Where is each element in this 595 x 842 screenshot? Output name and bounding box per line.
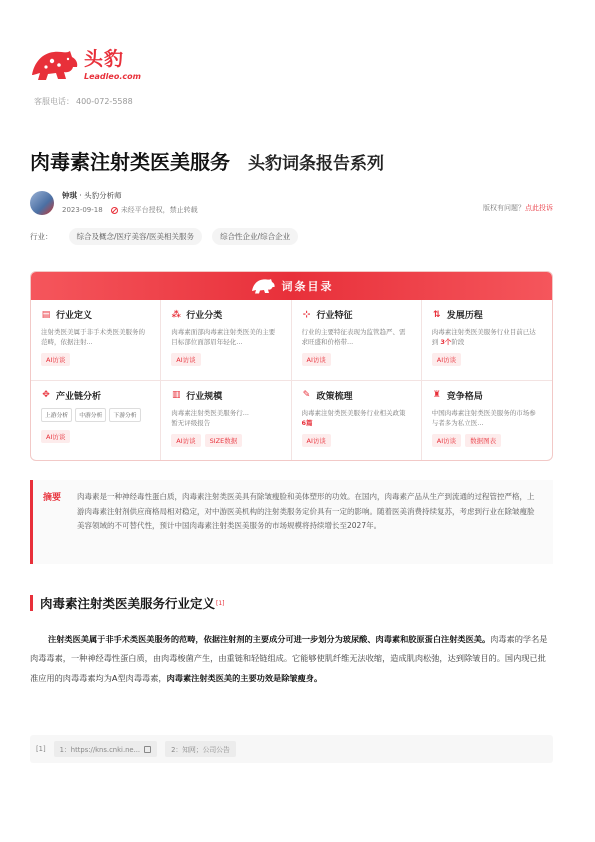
copyright-question: 版权有问题？ [483,204,525,212]
paragraph-bold-lead: 注射类医美属于非手术类医美服务的范畴，依据注射剂的主要成分可进一步划分为玻尿酸、肉毒素和胶原蛋白注射类医美。 [48,634,491,644]
author-role: · 头豹分析师 [79,191,122,200]
abstract-text: 肉毒素是一种神经毒性蛋白质，肉毒素注射类医美具有除皱瘦脸和美体塑形的功效。在国内，肉毒素产品从生产到流通的过程管控严格，上游肉毒素注射剂供应商格局相对稳定，对中游医美机构的注射类服务定价具有一定的影响。随着医美消费持续复苏，考虑到行业在除皱瘦脸美容领域的不可替代性，预计中国肉毒素注射类医美服务的市场规模将持续增长至2027年。 [77,492,535,531]
ai-interview-chip[interactable]: AI访谈 [302,353,331,366]
toc-item-title: 竞争格局 [446,391,483,402]
leopard-logo-icon [28,45,80,85]
toc-item-desc: 注射类医美属于非手术类医美服务的范畴，依据注射... [41,328,145,347]
section-ref[interactable]: [1] [216,599,225,607]
author-row [30,190,553,215]
industry-tag[interactable]: 综合及概念/医疗美容/医美相关服务 [69,228,203,245]
toc-item-definition[interactable] [31,300,161,381]
page-title [30,146,384,175]
industry-tags [30,228,298,245]
publish-date: 2023-09-18 [62,206,103,214]
brand-name-en: Leadleo.com [84,71,141,81]
leopard-logo-icon [250,276,276,296]
title-main: 肉毒素注射类医美服务 [30,150,230,174]
hotline [32,96,133,107]
section-heading [30,594,225,612]
policy-icon: ✎ [302,390,311,400]
toc-title: 词条目录 [281,280,334,293]
toc-item-title: 产业链分析 [56,391,102,402]
toc-item-competition[interactable] [422,381,552,462]
industry-label: 行业： [30,232,53,241]
toc-item-desc: 肉毒素注射类医美服务行业相关政策 6篇 [301,408,406,427]
ai-interview-chip[interactable]: AI访谈 [171,353,200,366]
paragraph-bold-tail: 肉毒素注射类医美的主要功效是除皱瘦身。 [166,672,323,683]
ai-interview-chip[interactable]: AI访谈 [41,353,70,366]
toc-item-desc: 肉毒素面部肉毒素注射类医美的主要目标部位面部眉年轻化... [171,328,276,347]
size-data-chip[interactable]: SIZE数据 [205,434,243,447]
reference-item[interactable]: 2：知网；公司公告 [165,741,236,757]
abstract-label: 摘要 [43,493,62,503]
toc-item-desc: 中国肉毒素注射类医美服务的市场参与者多为私立医... [431,408,536,427]
copyright-complaint [483,203,553,213]
toc-item-desc: 肉毒素注射类医美服务行业目前已达到 3个阶段 [431,328,536,347]
toc-item-title: 行业规模 [186,391,223,402]
toc-item-chain[interactable] [31,381,161,462]
ai-interview-chip[interactable]: AI访谈 [432,434,461,447]
ai-interview-chip[interactable]: AI访谈 [171,434,200,447]
abstract [30,480,553,564]
paragraph-text: 肉毒素的学名是肉毒毒素，一种神经毒性蛋白质，由肉毒梭菌产生，由重链和轻链组成。它能够使肌纤维无法收缩，造成肌肉松弛，达到除皱目的。国内现已批准应用的肉毒毒素均为A型肉毒毒素， [30,634,548,683]
brand-name-cn: 头豹 [84,47,125,70]
no-repost-icon [111,207,118,214]
author-name[interactable]: 钟琪 [62,191,77,200]
title-sub: 头豹词条报告系列 [248,154,384,174]
classification-icon: ⁂ [171,309,181,320]
feature-icon: ⊹ [302,309,311,320]
ref-index: [1] [36,745,46,753]
ai-interview-chip[interactable]: AI访谈 [432,353,461,366]
toc-item-policy[interactable] [292,381,422,462]
toc-item-title: 行业分类 [186,311,223,321]
competition-icon: ♜ [432,390,441,400]
section-accent-bar [30,595,33,611]
complaint-link[interactable]: 点此投诉 [525,204,553,212]
chain-upstream-tag[interactable]: 上游分析 [41,408,72,422]
repost-notice: 未经平台授权，禁止转载 [120,206,198,214]
ai-interview-chip[interactable]: AI访谈 [41,430,70,443]
avatar[interactable] [30,191,54,215]
references-bar [30,735,553,763]
industry-tag[interactable]: 综合性企业/综合企业 [212,228,298,245]
chain-midstream-tag[interactable]: 中游分析 [75,408,106,422]
toc-item-history[interactable] [422,300,552,381]
ai-interview-chip[interactable]: AI访谈 [302,434,331,447]
section-title: 肉毒素注射类医美服务行业定义 [40,596,216,611]
definition-paragraph [30,630,553,688]
chain-icon: ✥ [42,390,50,400]
table-of-contents [30,271,553,461]
scale-icon: ▥ [171,390,181,400]
toc-item-scale[interactable] [161,381,291,462]
toc-item-title: 政策梳理 [316,391,353,402]
chain-downstream-tag[interactable]: 下游分析 [109,408,140,422]
toc-item-feature[interactable] [292,300,422,381]
reference-item[interactable]: 1：https://kns.cnki.ne... [54,741,157,757]
toc-item-title: 行业特征 [316,311,353,321]
toc-item-desc: 肉毒素注射类医美服务行... 暂无评级报告 [171,408,249,427]
history-icon: ⇅ [432,309,441,320]
hotline-label: 客服电话： [34,97,74,106]
toc-item-desc: 行业的主要特征表现为监管趋严、需求旺盛和价格带... [301,328,406,347]
toc-item-title: 发展历程 [446,311,483,321]
hotline-number: 400-072-5588 [76,97,133,106]
open-link-icon [144,746,151,753]
definition-icon: ▤ [41,309,51,320]
brand-logo[interactable] [28,42,146,88]
toc-item-title: 行业定义 [56,311,93,321]
data-chart-chip[interactable]: 数据图表 [465,434,501,447]
toc-item-classification[interactable] [161,300,291,381]
toc-header [31,272,552,300]
